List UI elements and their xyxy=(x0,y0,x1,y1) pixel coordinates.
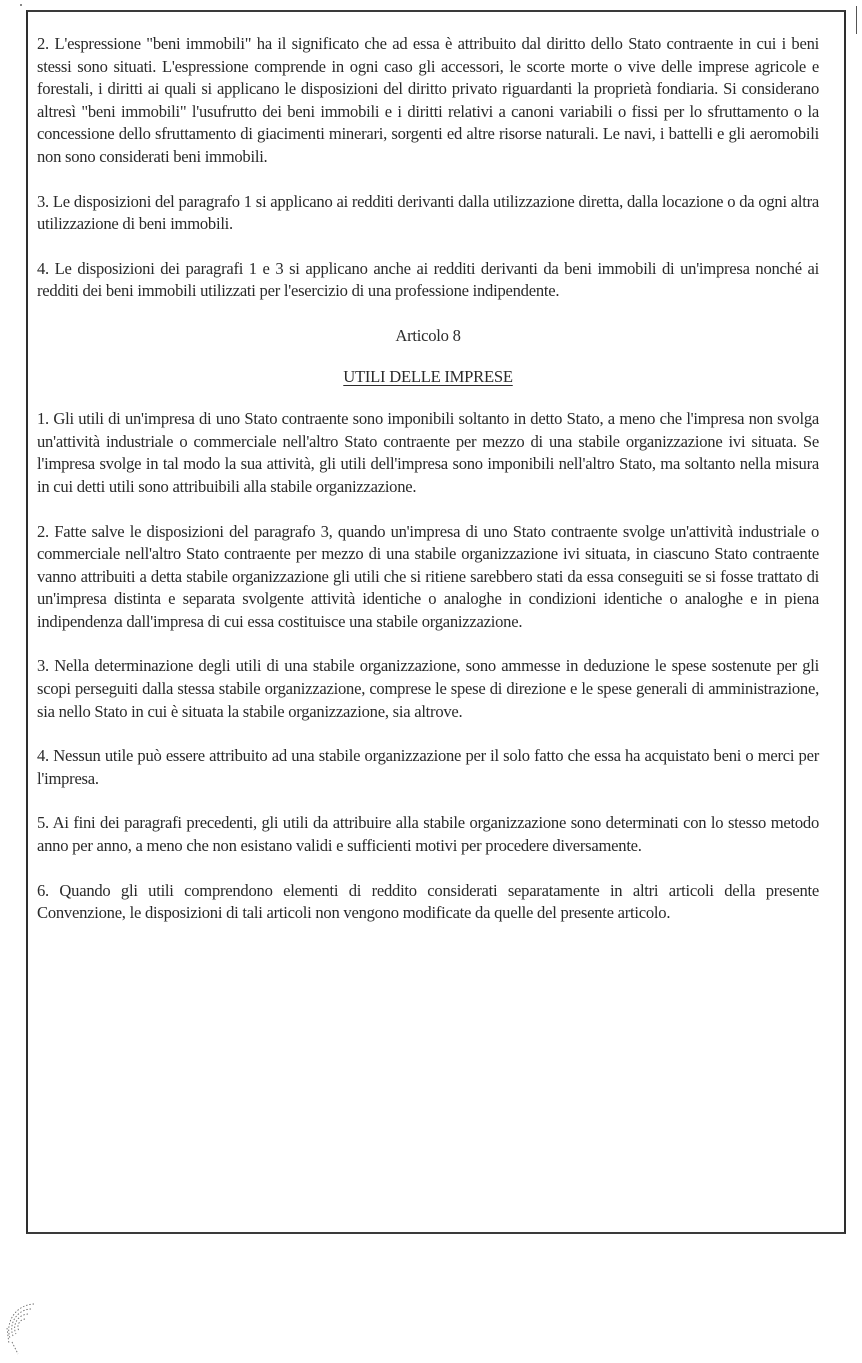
paragraph-article8-2: 2. Fatte salve le disposizioni del paragrafo 3, quando un'impresa di uno Stato contraente svolge un'attività industriale o commerciale nell'altro Stato contraente per mezzo di una stabile organizzazione ivi situata, in ciascuno Stato contraente vanno attribuiti a detta stabile organizzazione gli utili che si ritiene sarebbero stati da essa conseguiti se si fosse trattato di un'impresa distinta e separata svolgente attività identiche o analoghe in condizioni identiche o analoghe e in piena indipendenza dall'impresa di cui essa costituisce una stabile organizzazione. xyxy=(37,521,819,631)
paragraph-article8-1: 1. Gli utili di un'impresa di uno Stato contraente sono imponibili soltanto in detto Stato, a meno che l'impresa non svolga un'attività industriale o commerciale nell'altro Stato contraente per mezzo di una stabile organizzazione ivi situata. Se l'impresa svolge in tal modo la sua attività, gli utili dell'impresa sono imponibili nell'altro Stato, ma soltanto nella misura in cui detti utili sono attribuibili alla stabile organizzazione. xyxy=(37,409,819,496)
article-number: Articolo 8 xyxy=(395,325,461,345)
paragraph-article7-2: 2. L'espressione "beni immobili" ha il significato che ad essa è attribuito dal diritto dello Stato contraente in cui i beni stessi sono situati. L'espressione comprende in ogni caso gli accessori, le scorte morte o vive delle imprese agricole e forestali, i diritti ai quali si applicano le disposizioni del diritto privato riguardanti la proprietà fondiaria. Si considerano altresì "beni immobili" l'usufrutto dei beni immobili e i diritti relativi a canoni variabili o fissi per lo sfruttamento o la concessione dello sfruttamento di giacimenti minerari, sorgenti ed altre risorse naturali. Le navi, i battelli e gli aeromobili non sono considerati beni immobili. xyxy=(37,34,819,166)
paragraph-article8-5: 5. Ai fini dei paragrafi precedenti, gli utili da attribuire alla stabile organizzazione sono determinati con lo stesso metodo anno per anno, a meno che non esistano validi e sufficienti motivi per procedere diversamente. xyxy=(37,813,819,856)
scan-speck xyxy=(20,4,22,6)
scan-corner-mark xyxy=(856,6,857,34)
paragraph-article7-4: 4. Le disposizioni dei paragrafi 1 e 3 si applicano anche ai redditi derivanti da beni immobili di un'impresa nonché ai redditi dei beni immobili utilizzati per l'esercizio di una professione indipendente. xyxy=(37,258,819,301)
paragraph-article8-6: 6. Quando gli utili comprendono elementi di reddito considerati separatamente in altri articoli della presente Convenzione, le disposizioni di tali articoli non vengono modificate da quelle del presente articolo. xyxy=(37,880,819,923)
article-title-text: UTILI DELLE IMPRESE xyxy=(343,366,513,386)
paragraph-article7-3: 3. Le disposizioni del paragrafo 1 si applicano ai redditi derivanti dalla utilizzazione diretta, dalla locazione o da ogni altra utilizzazione di beni immobili. xyxy=(37,191,819,234)
paragraph-article8-4: 4. Nessun utile può essere attribuito ad una stabile organizzazione per il solo fatto che essa ha acquistato beni o merci per l'impresa. xyxy=(37,746,819,788)
article-title xyxy=(37,366,819,389)
paragraph-article8-3: 3. Nella determinazione degli utili di una stabile organizzazione, sono ammesse in deduzione le spese sostenute per gli scopi perseguiti dalla stessa stabile organizzazione, comprese le spese di direzione e le spese generali di amministrazione, sia nello Stato in cui è situata la stabile organizzazione, sia altrove. xyxy=(37,656,819,721)
document-body xyxy=(37,33,819,947)
official-seal-stamp-icon xyxy=(4,1298,40,1358)
